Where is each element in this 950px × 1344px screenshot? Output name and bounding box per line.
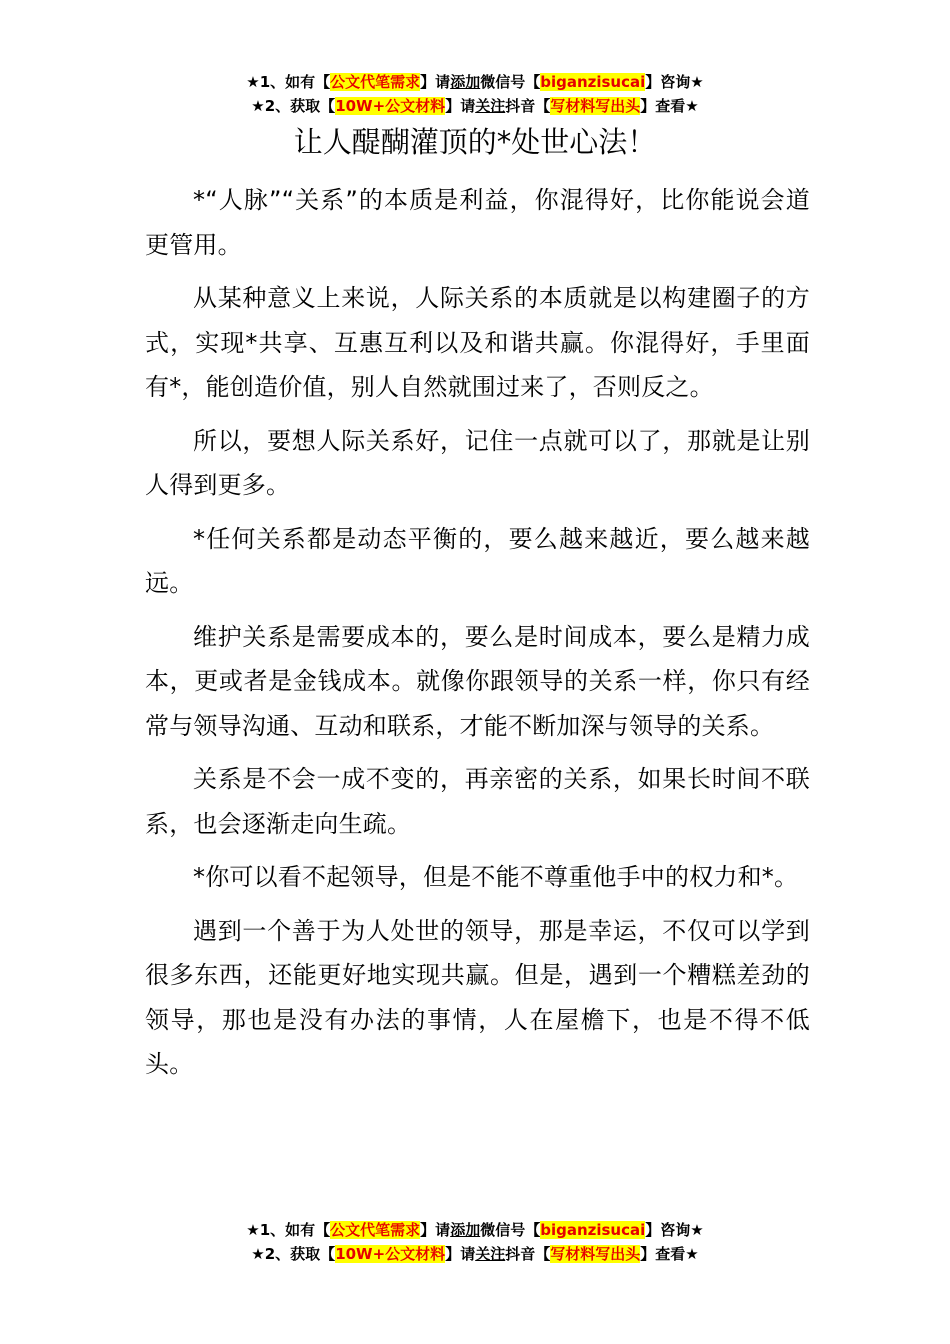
banner-emphasis: 添加 — [450, 73, 481, 91]
banner-emphasis: 关注 — [475, 97, 506, 115]
document-title: 让人醍醐灌顶的*处世心法！ — [293, 125, 657, 159]
paragraph: 所以，要想人际关系好，记住一点就可以了，那就是让别人得到更多。 — [145, 426, 810, 499]
highlight-wechat-id: biganzisucai — [540, 1221, 646, 1239]
paragraph: 维护关系是需要成本的，要么是时间成本，要么是精力成本，更或者是金钱成本。就像你跟领导的关系一样，你只有经常与领导沟通、互动和联系，才能不断加深与领导的关系。 — [145, 622, 810, 740]
paragraph: 关系是不会一成不变的，再亲密的关系，如果长时间不联系，也会逐渐走向生疏。 — [145, 765, 810, 838]
banner-text: 】请 — [445, 1245, 476, 1263]
banner-emphasis: 添加 — [450, 1221, 481, 1239]
banner-line-1 — [0, 1218, 950, 1242]
highlight-materials: 10W+公文材料 — [335, 1245, 446, 1263]
banner-text: 】请 — [420, 1221, 451, 1239]
paragraph: 遇到一个善于为人处世的领导，那是幸运，不仅可以学到很多东西，还能更好地实现共赢。但是，遇到一个糟糕差劲的领导，那也是没有办法的事情，人在屋檐下，也是不得不低头。 — [145, 916, 810, 1078]
banner-text: ★2、获取【 — [251, 97, 336, 115]
highlight-service: 公文代笔需求 — [330, 1221, 421, 1239]
banner-text: ★1、如有【 — [246, 73, 331, 91]
paragraph: 从某种意义上来说，人际关系的本质就是以构建圈子的方式，实现*共享、互惠互利以及和谐共赢。你混得好，手里面有*，能创造价值，别人自然就围过来了，否则反之。 — [145, 284, 810, 401]
banner-text: 微信号【 — [480, 1221, 541, 1239]
banner-line-1 — [0, 70, 950, 94]
banner-text: 抖音【 — [505, 97, 551, 115]
document-body — [145, 178, 810, 1096]
highlight-service: 公文代笔需求 — [330, 73, 421, 91]
banner-text: 】查看★ — [640, 1245, 699, 1263]
banner-line-2 — [0, 1242, 950, 1266]
header-banner — [0, 70, 950, 118]
footer-banner — [0, 1218, 950, 1266]
banner-text: 微信号【 — [480, 73, 541, 91]
highlight-materials: 10W+公文材料 — [335, 97, 446, 115]
banner-line-2 — [0, 94, 950, 118]
banner-emphasis: 关注 — [475, 1245, 506, 1263]
banner-text: 】咨询★ — [645, 73, 704, 91]
banner-text: 】请 — [420, 73, 451, 91]
paragraph: *任何关系都是动态平衡的，要么越来越近，要么越来越远。 — [145, 524, 810, 597]
banner-text: ★1、如有【 — [246, 1221, 331, 1239]
banner-text: 】查看★ — [640, 97, 699, 115]
paragraph: *“人脉”“关系”的本质是利益，你混得好，比你能说会道更管用。 — [145, 186, 810, 259]
highlight-douyin-id: 写材料写出头 — [550, 1245, 641, 1263]
banner-text: 】咨询★ — [645, 1221, 704, 1239]
banner-text: 抖音【 — [505, 1245, 551, 1263]
banner-text: ★2、获取【 — [251, 1245, 336, 1263]
banner-text: 】请 — [445, 97, 476, 115]
highlight-wechat-id: biganzisucai — [540, 73, 646, 91]
highlight-douyin-id: 写材料写出头 — [550, 97, 641, 115]
paragraph: *你可以看不起领导，但是不能不尊重他手中的权力和*。 — [193, 863, 799, 891]
